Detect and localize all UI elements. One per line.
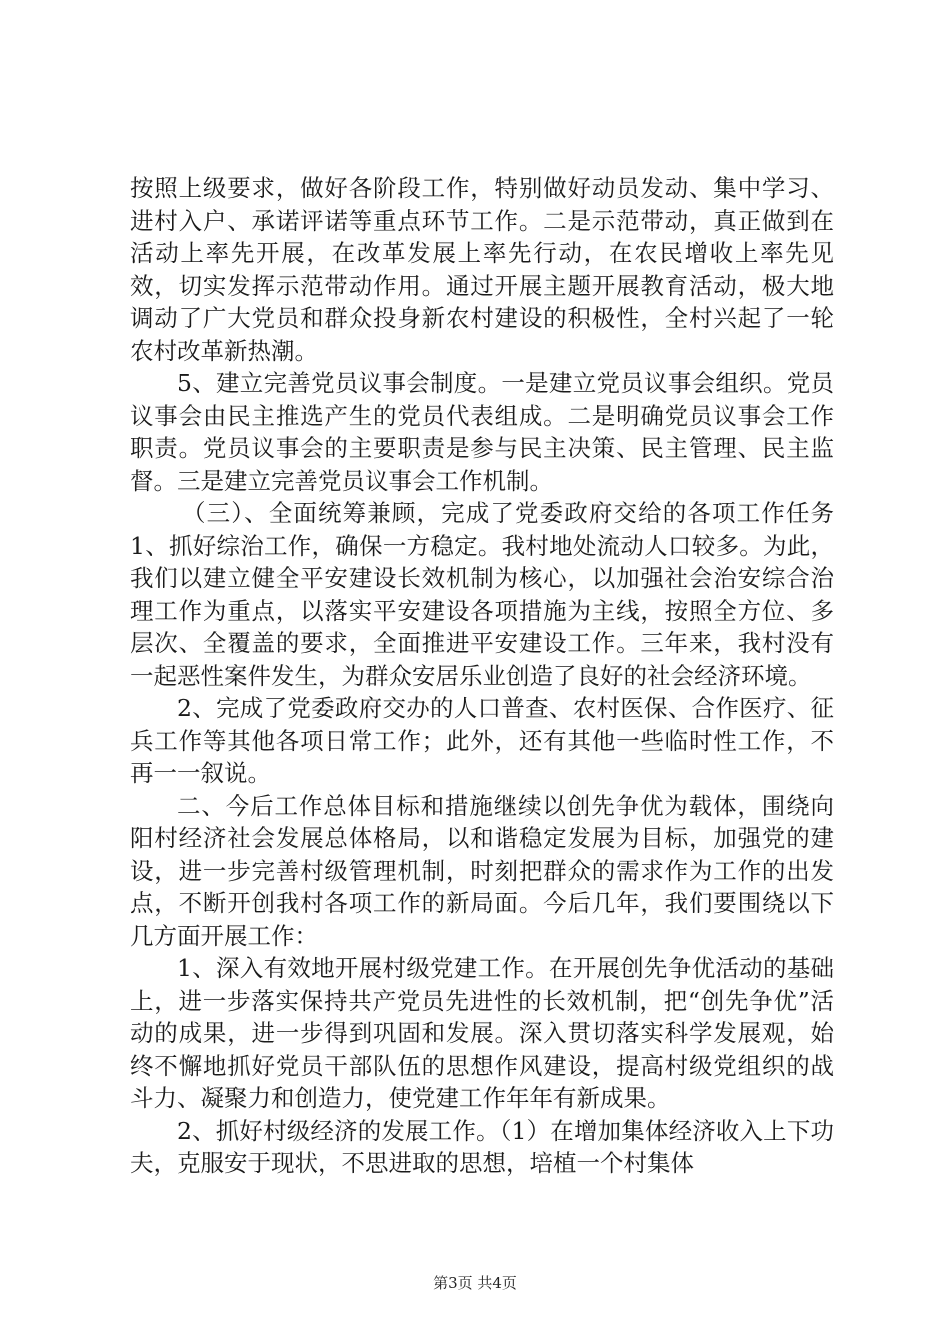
paragraph-section-three: （三）、全面统筹兼顾，完成了党委政府交给的各项工作任务1、抓好综治工作，确保一方稳定。我村地处流动人口较多。为此，我们以建立健全平安建设长效机制为核心，以加强社会治安综合治理工作为重点，以落实平安建设各项措施为主线，按照全方位、多层次、全覆盖的要求，全面推进平安建设工作。三年来，我村没有一起恶性案件发生，为群众安居乐业创造了良好的社会经济环境。 [130,499,834,690]
paragraph-village-economy: 2、抓好村级经济的发展工作。（1）在增加集体经济收入上下功夫，克服安于现状，不思进取的思想，培植一个村集体 [130,1116,834,1177]
document-body [130,172,834,1180]
paragraph-future-goals: 二、今后工作总体目标和措施继续以创先争优为载体，围绕向阳村经济社会发展总体格局，以和谐稳定发展为目标，加强党的建设，进一步完善村级管理机制，时刻把群众的需求作为工作的出发点，不断开创我村各项工作的新局面。今后几年，我们要围绕以下几方面开展工作： [130,791,834,950]
paragraph-continued: 按照上级要求，做好各阶段工作，特别做好动员发动、集中学习、进村入户、承诺评诺等重点环节工作。二是示范带动，真正做到在活动上率先开展，在改革发展上率先行动，在农民增收上率先见效，切实发挥示范带动作用。通过开展主题开展教育活动，极大地调动了广大党员和群众投身新农村建设的积极性，全村兴起了一轮农村改革新热潮。 [130,174,834,365]
paragraph-other-tasks: 2、完成了党委政府交办的人口普查、农村医保、合作医疗、征兵工作等其他各项日常工作；此外，还有其他一些临时性工作，不再一一叙说。 [130,694,834,787]
paragraph-party-council: 5、建立完善党员议事会制度。一是建立党员议事会组织。党员议事会由民主推选产生的党员代表组成。二是明确党员议事会工作职责。党员议事会的主要职责是参与民主决策、民主管理、民主监督。三是建立完善党员议事会工作机制。 [130,369,834,495]
paragraph-party-building: 1、深入有效地开展村级党建工作。在开展创先争优活动的基础上，进一步落实保持共产党员先进性的长效机制，把“创先争优”活动的成果，进一步得到巩固和发展。深入贯切落实科学发展观，始终不懈地抓好党员干部队伍的思想作风建设，提高村级党组织的战斗力、凝聚力和创造力，使党建工作年年有新成果。 [130,954,834,1112]
page-number-footer: 第3页 共4页 [433,1274,517,1292]
